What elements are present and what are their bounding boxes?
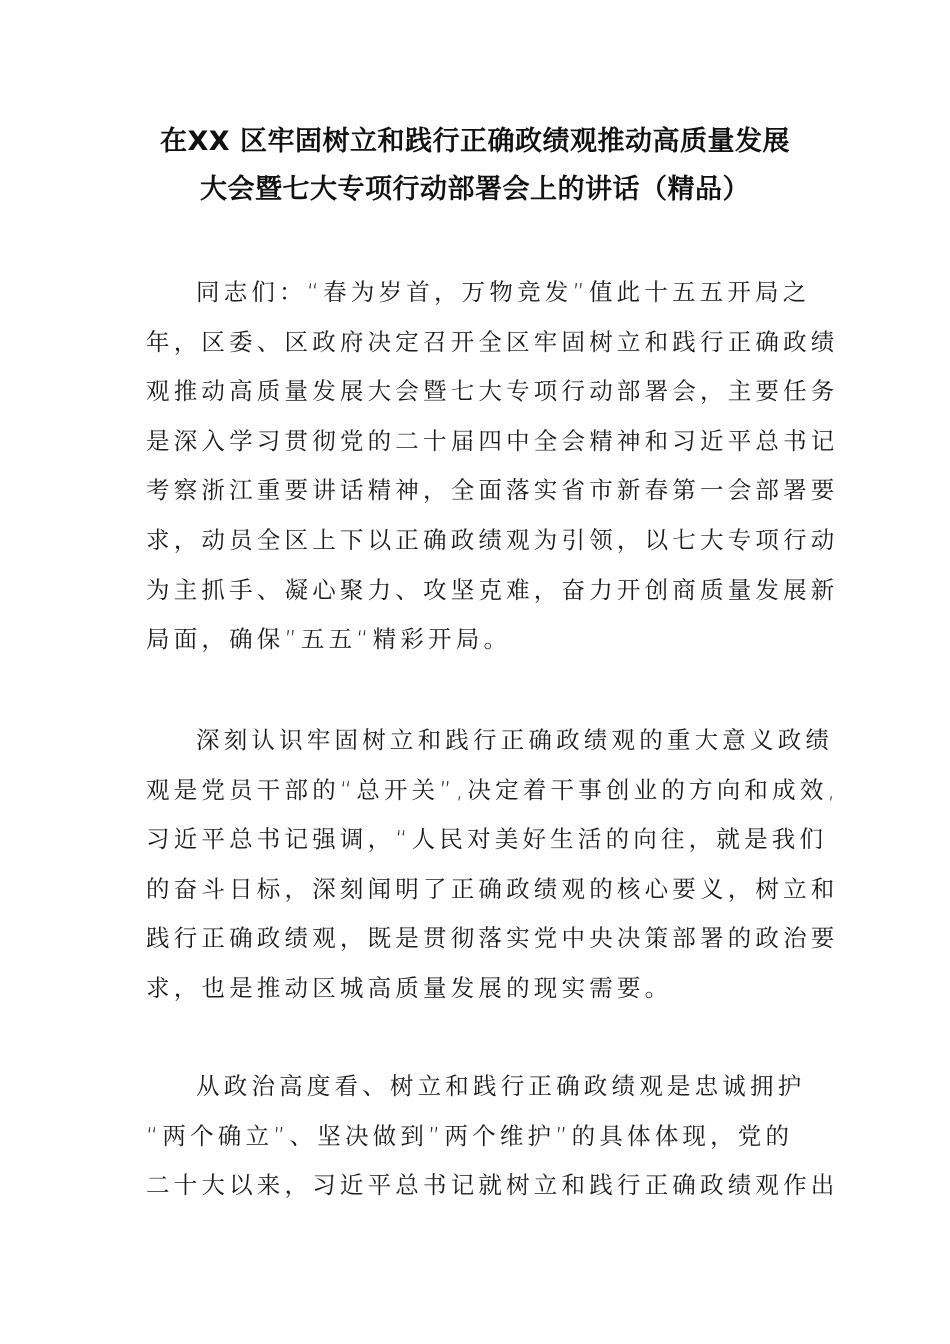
text-line: 观推动高质量发展大会暨七大专项行动部署会，主要任务 [146,377,839,406]
text-line: 深刻认识牢固树立和践行正确政绩观的重大意义政绩 [196,726,834,754]
text-line: 年，区委、区政府决定召开全区牢固树立和践行正确政绩 [146,327,839,356]
text-line: 从政治高度看、树立和践行正确政绩观是忠诚拥护 [196,1072,806,1100]
paragraph-opening [146,268,839,665]
paragraph-significance [146,716,840,1014]
text-line: 为主抓手、凝心聚力、攻坚克难，奋力开创商质量发展新 [146,575,839,604]
text-line: 考察浙江重要讲话精神，全面落实省市新春第一会部署要 [146,476,839,505]
text-line: 习近平总书记强调，“人民对美好生活的向往，就是我们 [146,825,828,854]
text-line: 是深入学习贯彻党的二十届四中全会精神和习近平总书记 [146,426,839,455]
paragraph-political-height [146,1062,839,1211]
text-line: 求，动员全区上下以正确政绩观为引领，以七大专项行动 [146,525,839,554]
text-line: 局面，确保”五五“精彩开局。 [146,625,512,654]
text-line: 践行正确政绩观，既是贯彻落实党中央决策部署的政治要 [146,924,839,953]
text-line: 同志们：“春为岁首，万物竞发”值此十五五开局之 [196,278,811,306]
text-line: 观是党员干部的“总开关”,决定着干事创业的方向和成效, [146,775,840,804]
text-line: 二十大以来，习近平总书记就树立和践行正确政绩观作出 [146,1171,839,1200]
title-line: 大会暨七大专项行动部署会上的讲话（精品） [200,174,750,205]
title-line: 在XX 区牢固树立和践行正确政绩观推动高质量发展 [159,126,791,157]
text-line: 的奋斗日标，深刻闻明了正确政绩观的核心要义，树立和 [146,874,839,903]
text-line: “两个确立”、坚决做到”两个维护”的具体体现，党的 [146,1121,794,1150]
document-title [140,118,810,214]
text-line: 求，也是推动区城高质量发展的现实需要。 [146,973,673,1002]
